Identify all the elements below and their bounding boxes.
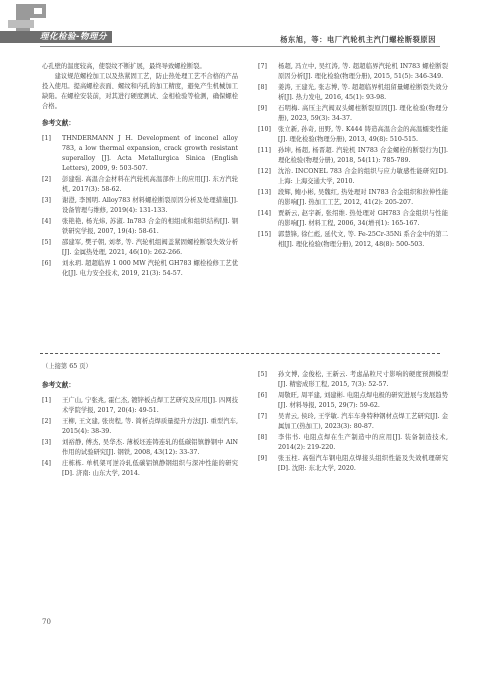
reference-item xyxy=(42,175,238,195)
reference-text: 彭建强. 高温合金材料在汽轮机高温部件上的应用[J]. 东方汽轮机, 2017(3): 58-62. xyxy=(62,176,238,193)
reference-number: [5] xyxy=(42,239,51,246)
reference-number: [8] xyxy=(258,84,267,91)
header-rule xyxy=(40,46,440,47)
reference-text: 李伟书. 电阻点焊在生产制造中的应用[J]. 装备制造技术, 2014(2): 219-220. xyxy=(278,434,448,451)
reference-text: 刘永玥. 超超临界 1 000 MW 汽轮机 GH783 螺栓检修工艺优化[J]. 电力安全技术, 2019, 21(3): 54-57. xyxy=(62,260,238,277)
reference-number: [7] xyxy=(258,413,267,420)
reference-item xyxy=(258,454,448,474)
page-number: 70 xyxy=(42,618,51,626)
references-title: 参考文献： xyxy=(42,381,75,389)
reference-text: 吴青云, 侯玲, 王学敏. 汽车车身特种钢材点焊工艺研究[J]. 金属加工(热加工), 2023(3): 80-87. xyxy=(278,413,448,430)
reference-item xyxy=(42,459,238,479)
reference-text: 姜涛, 王建光, 张志博, 等. 超超临界机组留量螺栓断裂失效分析[J]. 热力发电, 2016, 45(1): 93-98. xyxy=(278,84,448,101)
reference-number: [14] xyxy=(258,210,271,217)
reference-number: [9] xyxy=(258,455,267,462)
reference-number: [3] xyxy=(42,439,51,446)
reference-number: [11] xyxy=(258,147,271,154)
reference-number: [7] xyxy=(258,63,267,70)
reference-text: 刘裕静, 傅杰, 吴华杰. 薄板坯连铸连轧的低碳铝镇静钢中 AlN 作用的试验研究[J]. 钢铁, 2008, 43(12): 33-37. xyxy=(62,439,238,456)
reference-number: [13] xyxy=(258,189,271,196)
reference-item xyxy=(258,125,448,145)
reference-item xyxy=(258,62,448,82)
reference-item xyxy=(258,83,448,103)
reference-item xyxy=(42,259,238,279)
reference-number: [6] xyxy=(42,260,51,267)
reference-item xyxy=(258,146,448,166)
reference-item xyxy=(42,438,238,458)
reference-text: 庄栋栋. 单机架可逆冷轧低碳铝镇静钢组织与深冲性能的研究[D]. 济南: 山东大学, 2014. xyxy=(62,460,238,477)
reference-text: 张玉柱. 高强汽车钢电阻点焊接头组织性能及失效机理研究[D]. 沈阳: 东北大学, 2020. xyxy=(278,455,448,472)
lower-right-column xyxy=(258,370,448,475)
body-paragraph: 心孔壁的温度较高，使裂纹不断扩展，最终导致螺栓断裂。 xyxy=(42,63,206,70)
reference-item xyxy=(258,167,448,187)
reference-text: 杨超, 冯立中, 吴红涛, 等. 超超临界汽轮机 IN783 螺栓断裂原因分析[J]. 理化检验(物理分册), 2015, 51(5): 346-349. xyxy=(278,63,448,80)
reference-number: [8] xyxy=(258,434,267,441)
reference-text: 王广山, 宁张兆, 霍仁杰, 镀锌板点焊工艺研究及应用[J]. 四网技术学院学报, 2017, 20(4): 49-51. xyxy=(62,397,238,414)
reference-number: [3] xyxy=(42,197,51,204)
page-header xyxy=(0,0,480,52)
reference-text: 贾新云, 赵宇新, 张绍维. 热处理对 GH783 合金组织与性能的影响[J]. 材料工程, 2006, 34(增刊1): 165-167. xyxy=(278,210,448,227)
reference-item xyxy=(42,217,238,237)
reference-number: [4] xyxy=(42,218,51,225)
reference-text: 沈治. INCONEL 783 合金的组织与应力敏感性能研究[D]. 上海: 上海交通大学, 2010. xyxy=(278,168,448,185)
reference-item xyxy=(258,412,448,432)
reference-item xyxy=(42,196,238,216)
reference-text: 段辉, 鲍小彬, 吴魏红, 热处理对 IN783 合金组织和拉伸性能的影响[J]. 热加工工艺, 2012, 41(2): 205-207. xyxy=(278,189,448,206)
reference-item xyxy=(258,391,448,411)
references-title: 参考文献： xyxy=(42,119,75,127)
reference-number: [12] xyxy=(258,168,271,175)
reference-item xyxy=(258,104,448,124)
reference-item xyxy=(258,188,448,208)
reference-item xyxy=(258,433,448,453)
reference-number: [6] xyxy=(258,392,267,399)
reference-number: [9] xyxy=(258,105,267,112)
reference-item xyxy=(42,134,238,174)
reference-text: 孙文博, 金俊松, 王新云. 考虑晶粒尺寸影响的硬度预测模型[J]. 精密成形工程, 2015, 7(3): 52-57. xyxy=(278,371,448,388)
reference-text: 石明梅. 高压主汽阀双头螺柱断裂原因[J]. 理化检验(物理分册), 2023, 59(3): 34-37. xyxy=(278,105,448,122)
body-paragraph: 建议规范螺栓加工以及热紧固工艺，防止热处理工艺不合格的产品投入使用。提高螺栓表面、螺纹和内孔的加工精度，避免产生机械加工缺陷。在螺栓安装前，对其进行硬度测试、金相检验等检测，确保螺栓合格。 xyxy=(42,73,238,110)
reference-text: THNDERMANN J H. Development of inconel alloy 783, a low thermal expansion, crack growth resistant superalloy [J]. Acta Metallurgica Sinica (English Letters), 2009, 9: 503-507. xyxy=(62,135,238,172)
reference-text: 周敬旺, 周平建, 刘建彬. 电阻点焊电极的研究进展与发展趋势[J]. 材料导报, 2015, 29(7): 59-62. xyxy=(278,392,448,409)
reference-item xyxy=(42,396,238,416)
reference-item xyxy=(42,417,238,437)
reference-text: 张立新, 孙奇, 田野, 等. K444 铸造高温合金的高温蠕变性能[J]. 理化检验(物理分册), 2013, 49(8): 510-515. xyxy=(278,126,448,143)
upper-left-column xyxy=(42,62,238,280)
reference-item xyxy=(258,370,448,390)
reference-item xyxy=(258,230,448,250)
reference-item xyxy=(42,238,238,258)
reference-text: 谢澄, 李国明. Alloy783 材料螺栓断裂原因分析及处理措施[J]. 设备管理与维修, 2019(4): 131-133. xyxy=(62,197,238,214)
reference-text: 王柳, 王文建, 张贵程, 等. 简析点焊质量提升方法[J]. 重型汽车, 2015(4): 38-39. xyxy=(62,418,238,435)
reference-number: [1] xyxy=(42,135,51,142)
reference-text: 郭慧锋, 徐仁彪, 延代文, 等. Fe-25Cr-35Ni 系合金中的第二相[J]. 理化检验(物理分册), 2012, 48(8): 500-503. xyxy=(278,231,448,248)
upper-right-column xyxy=(258,62,448,251)
reference-number: [2] xyxy=(42,176,51,183)
reference-number: [10] xyxy=(258,126,271,133)
reference-number: [1] xyxy=(42,397,51,404)
reference-number: [15] xyxy=(258,231,271,238)
reference-number: [2] xyxy=(42,418,51,425)
reference-text: 孙坤, 杨超, 杨晋超. 汽轮机 IN783 合金螺栓的断裂行为[J]. 理化检验(物理分册), 2018, 54(11): 785-789. xyxy=(278,147,448,164)
reference-number: [5] xyxy=(258,371,267,378)
continued-note: （上接第 65 页） xyxy=(42,363,92,370)
lower-left-column xyxy=(42,380,238,480)
reference-number: [4] xyxy=(42,460,51,467)
reference-item xyxy=(258,209,448,229)
article-divider xyxy=(40,353,440,354)
journal-logo: 理化检验-物理分册 xyxy=(0,31,112,43)
running-head: 杨东旭，等：电厂汽轮机主汽门螺栓断裂原因 xyxy=(280,35,436,44)
reference-text: 邵建军, 樊子朝, 刘孝, 等. 汽轮机组阀盖紧固螺栓断裂失效分析[J]. 金属热处理, 2021, 46(10): 262-266. xyxy=(62,239,238,256)
reference-text: 张艳艳, 杨光炜, 苏淑. In783 合金的相组成和组织结构[J]. 钢铁研究学报, 2007, 19(4): 58-61. xyxy=(62,218,238,235)
